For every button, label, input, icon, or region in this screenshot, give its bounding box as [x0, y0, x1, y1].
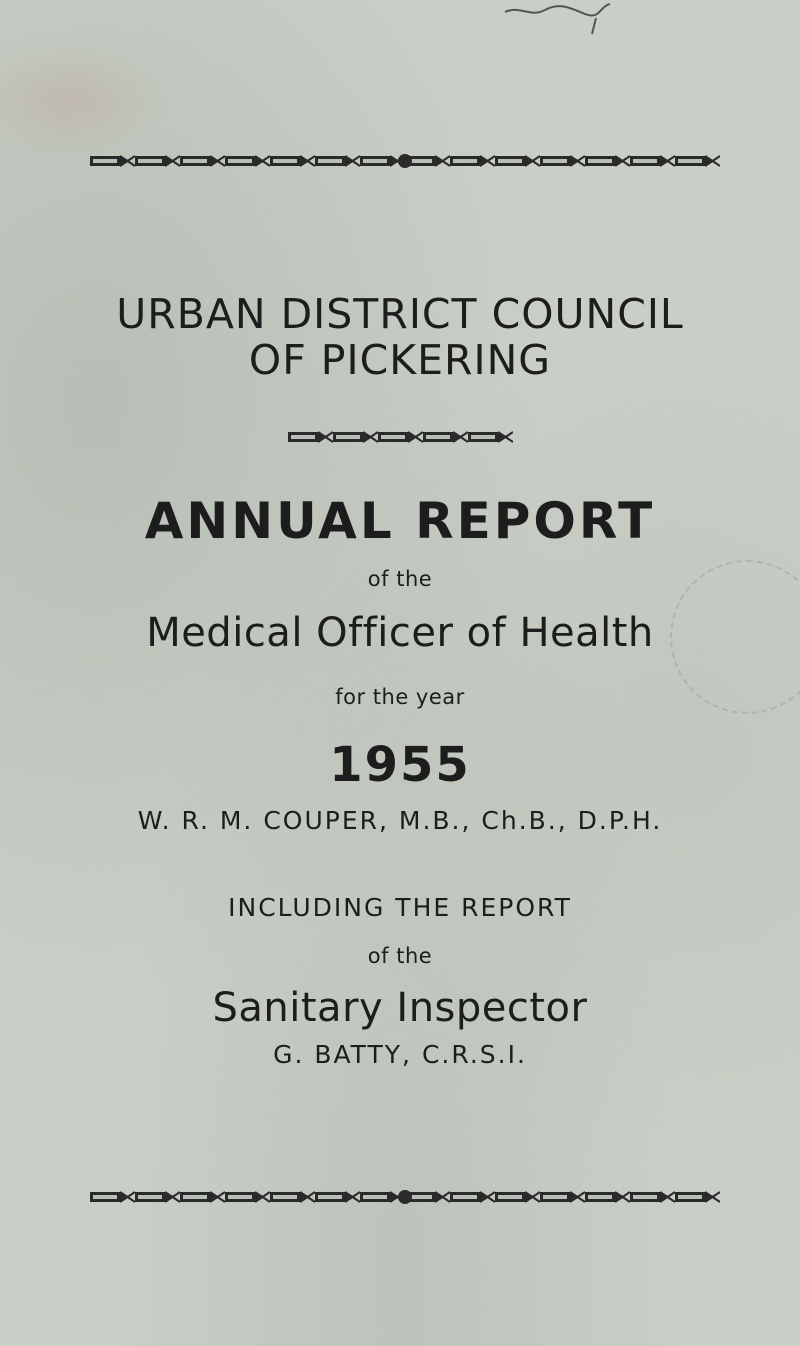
of-the-text: of the [367, 567, 433, 591]
top-ornamental-border [90, 152, 720, 170]
sanitary-inspector-title: Sanitary Inspector [212, 985, 588, 1031]
council-title-line2: OF PICKERING [248, 336, 552, 384]
medical-officer-name: W. R. M. COUPER, M.B., Ch.B., D.P.H. [137, 806, 663, 835]
medical-officer-title: Medical Officer of Health [146, 610, 654, 656]
middle-ornamental-border [288, 428, 513, 446]
council-title-line1: URBAN DISTRICT COUNCIL [116, 290, 684, 338]
report-year: 1955 [329, 737, 471, 793]
bottom-ornamental-border [90, 1188, 720, 1206]
handwritten-scribble [500, 0, 620, 40]
for-the-year-text: for the year [335, 685, 465, 709]
annual-report-heading: ANNUAL REPORT [144, 492, 656, 550]
of-the-text-2: of the [367, 944, 433, 968]
sanitary-inspector-name: G. BATTY, C.R.S.I. [273, 1040, 527, 1069]
faded-stamp-mark [0, 40, 170, 160]
including-report-text: INCLUDING THE REPORT [228, 893, 572, 922]
